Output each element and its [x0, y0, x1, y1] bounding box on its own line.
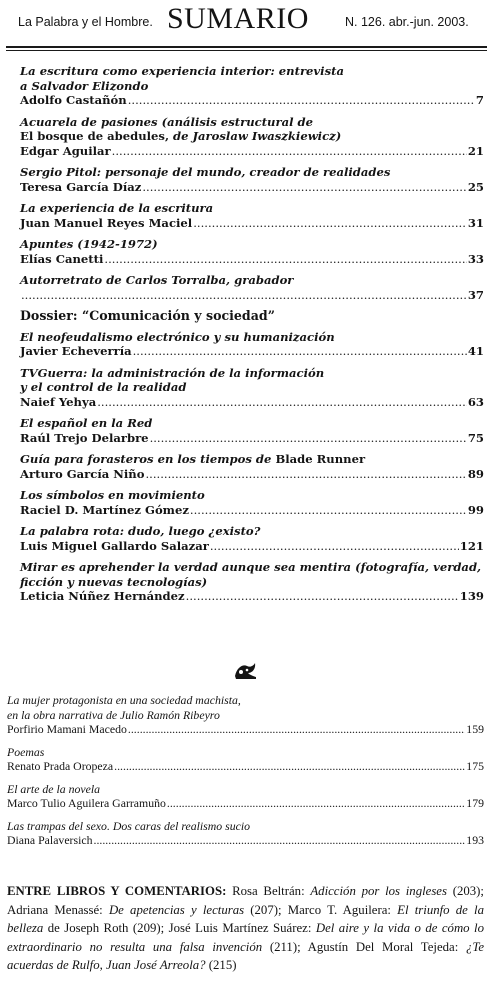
- entry-author: Arturo García Niño: [20, 466, 145, 481]
- entry-title: TVGuerra: la administración de la información: [20, 365, 325, 380]
- toc-entry: [7, 819, 484, 848]
- entry-title: El neofeudalismo electrónico y su humanización: [20, 329, 335, 344]
- entry-author: Porfirio Mamani Macedo: [7, 722, 127, 736]
- entry-page-number: 175: [466, 759, 484, 773]
- entry-title: La escritura como experiencia interior: entrevista: [20, 64, 344, 78]
- entry-author-row: [7, 759, 484, 774]
- entry-author: Juan Manuel Reyes Maciel: [20, 215, 193, 230]
- toc-entry: [20, 524, 484, 553]
- review-part: (211); Agustín Del Moral Tejeda:: [262, 939, 466, 954]
- dossier-list: [20, 330, 484, 604]
- entry-page-number: 63: [467, 394, 484, 409]
- second-articles-list: [7, 693, 484, 848]
- entry-title: [20, 129, 484, 144]
- review-part: (215): [205, 958, 237, 972]
- review-part: (203); Adriana Menassé:: [7, 884, 484, 917]
- entry-page-number: 25: [467, 179, 484, 194]
- entry-title: [20, 452, 484, 467]
- dot-leader: [190, 503, 467, 518]
- dot-leader: [145, 467, 466, 482]
- review-part: (207); Marco T. Aguilera:: [244, 902, 398, 917]
- toc-entry: [20, 273, 484, 302]
- toc-entry: [20, 201, 484, 230]
- entry-title: La palabra rota: dudo, luego ¿existo?: [20, 524, 261, 538]
- header-rule-thick: [6, 46, 487, 48]
- toc-entry: [20, 64, 484, 108]
- entry-author: Raúl Trejo Delarbre: [20, 430, 149, 445]
- entry-author-row: [20, 216, 484, 231]
- review-part: Rosa Beltrán:: [226, 884, 311, 898]
- issue-info: N. 126. abr.-jun. 2003.: [345, 15, 469, 29]
- entry-page-number: 31: [467, 215, 484, 230]
- page-title: SUMARIO: [167, 2, 309, 35]
- toc-entry: [20, 416, 484, 445]
- entry-author: Teresa García Díaz: [20, 179, 142, 194]
- entry-title: [20, 115, 484, 130]
- entry-author: Edgar Aguilar: [20, 143, 111, 158]
- entry-author-row: [7, 833, 484, 848]
- entry-page-number: 121: [459, 538, 484, 553]
- entry-author-row: [20, 93, 484, 108]
- entry-author-row: [20, 589, 484, 604]
- dot-leader: [210, 539, 459, 554]
- review-part: Del aire y la vida o de cómo lo extraordinario no resulta una falsa invención: [7, 921, 485, 954]
- dot-leader: [150, 431, 467, 446]
- toc-entry: [20, 560, 484, 604]
- entry-page-number: 139: [459, 589, 484, 603]
- review-part: El triunfo de la belleza: [7, 902, 484, 935]
- entry-author-row: [7, 796, 484, 811]
- entry-title: Autorretrato de Carlos Torralba, grabador: [20, 273, 294, 287]
- dot-leader: [167, 796, 465, 811]
- dot-leader: [94, 833, 466, 848]
- entry-author: Leticia Núñez Hernández: [20, 589, 185, 603]
- entry-title-part: de Jaroslaw Iwaszkiewicz): [173, 129, 342, 143]
- entry-author: Elías Canetti: [20, 251, 104, 266]
- entry-author-row: [20, 288, 484, 303]
- entry-author-row: [20, 467, 484, 482]
- entry-page-number: 179: [466, 796, 484, 810]
- toc-entry: [20, 115, 484, 159]
- entry-author-row: [20, 180, 484, 195]
- entry-title-part: El bosque de abedules,: [20, 129, 174, 143]
- toc-entry: [7, 745, 484, 774]
- toc-entry: [20, 366, 484, 410]
- toc-entry: [7, 693, 484, 737]
- dot-leader: [133, 344, 467, 359]
- entry-page-number: 99: [467, 502, 484, 517]
- articles-list: [20, 64, 484, 302]
- entry-page-number: 159: [466, 722, 484, 736]
- dot-leader: [21, 288, 467, 303]
- entry-author-row: [20, 252, 484, 267]
- entry-title-part: Acuarela de pasiones (análisis estructural de: [20, 114, 314, 129]
- entry-title: Los símbolos en movimiento: [20, 488, 205, 502]
- entry-title: El arte de la novela: [7, 781, 101, 796]
- entry-title-part: Guía para forasteros en los tiempos de: [20, 452, 276, 466]
- entry-page-number: 7: [475, 93, 484, 107]
- entry-author: Renato Prada Oropeza: [7, 759, 114, 773]
- review-part: Adicción por los ingleses: [310, 884, 447, 898]
- entry-title: Mirar es aprehender la verdad aunque sea mentira (fotografía, verdad,: [20, 560, 482, 574]
- entry-author: Luis Miguel Gallardo Salazar: [20, 538, 209, 553]
- toc-entry: [20, 488, 484, 517]
- entry-title: Apuntes (1942-1972): [20, 237, 158, 251]
- entry-author-row: [20, 503, 484, 518]
- entry-author: Naief Yehya: [20, 394, 97, 409]
- entry-title: y el control de la realidad: [20, 380, 187, 394]
- entry-title: La mujer protagonista en una sociedad machista,: [7, 693, 241, 707]
- toc-entry: [20, 165, 484, 194]
- entry-page-number: 89: [467, 466, 484, 481]
- page-header: [6, 2, 487, 36]
- fleuron-icon: [232, 661, 258, 681]
- dot-leader: [193, 216, 467, 231]
- entry-page-number: 41: [467, 344, 484, 358]
- dot-leader: [128, 722, 465, 737]
- entry-title: ficción y nuevas tecnologías): [20, 574, 208, 589]
- entry-author-row: [20, 431, 484, 446]
- entry-title: Poemas: [7, 744, 45, 759]
- second-articles-section: [7, 693, 484, 856]
- review-part: De apetencias y lecturas: [108, 902, 245, 917]
- entry-page-number: 37: [467, 287, 484, 302]
- entry-title: Sergio Pitol: personaje del mundo, creador de realidades: [20, 165, 391, 179]
- entry-author: Marco Tulio Aguilera Garramuño: [7, 796, 166, 810]
- toc-entry: [20, 452, 484, 481]
- dot-leader: [186, 589, 459, 604]
- entry-title: a Salvador Elizondo: [20, 78, 149, 93]
- entry-author-row: [20, 539, 484, 554]
- toc-entry: [7, 782, 484, 811]
- dot-leader: [128, 93, 475, 108]
- toc-entry: [20, 237, 484, 266]
- reviews-paragraph: [7, 882, 484, 975]
- entry-page-number: 33: [467, 251, 484, 266]
- entry-author-row: [20, 144, 484, 159]
- entry-title: en la obra narrativa de Julio Ramón Ribeyro: [7, 707, 220, 722]
- entry-page-number: 75: [467, 430, 484, 445]
- entry-page-number: 193: [466, 833, 484, 847]
- entry-title: Las trampas del sexo. Dos caras del realismo sucio: [7, 818, 251, 833]
- toc-entry: [20, 330, 484, 359]
- review-part: ¿Te acuerdas de Rulfo, Juan José Arreola?: [7, 939, 485, 972]
- entry-author: Diana Palaversich: [7, 833, 93, 847]
- entry-page-number: 21: [467, 143, 484, 158]
- main-articles-section: [20, 64, 484, 611]
- entry-author: Raciel D. Martínez Gómez: [20, 502, 189, 517]
- entry-author: Javier Echeverría: [20, 344, 132, 358]
- review-part: de Joseph Roth (209); José Luis Martínez Suárez:: [43, 921, 316, 935]
- dot-leader: [114, 759, 465, 774]
- dot-leader: [104, 252, 466, 267]
- entry-author: Adolfo Castañón: [20, 93, 127, 107]
- dossier-heading: Dossier: “Comunicación y sociedad”: [20, 308, 275, 323]
- dot-leader: [97, 395, 467, 410]
- entry-author-row: [20, 344, 484, 359]
- entry-author-row: [20, 395, 484, 410]
- entry-title: El español en la Red: [20, 416, 153, 430]
- reviews-label: ENTRE LIBROS Y COMENTARIOS:: [7, 884, 227, 898]
- entry-title-part: Blade Runner: [275, 452, 366, 466]
- journal-name: La Palabra y el Hombre.: [18, 15, 153, 29]
- entry-author-row: [7, 722, 484, 737]
- dot-leader: [112, 144, 467, 159]
- entry-title: La experiencia de la escritura: [20, 201, 214, 215]
- header-rule-thin: [6, 50, 487, 51]
- dot-leader: [142, 180, 467, 195]
